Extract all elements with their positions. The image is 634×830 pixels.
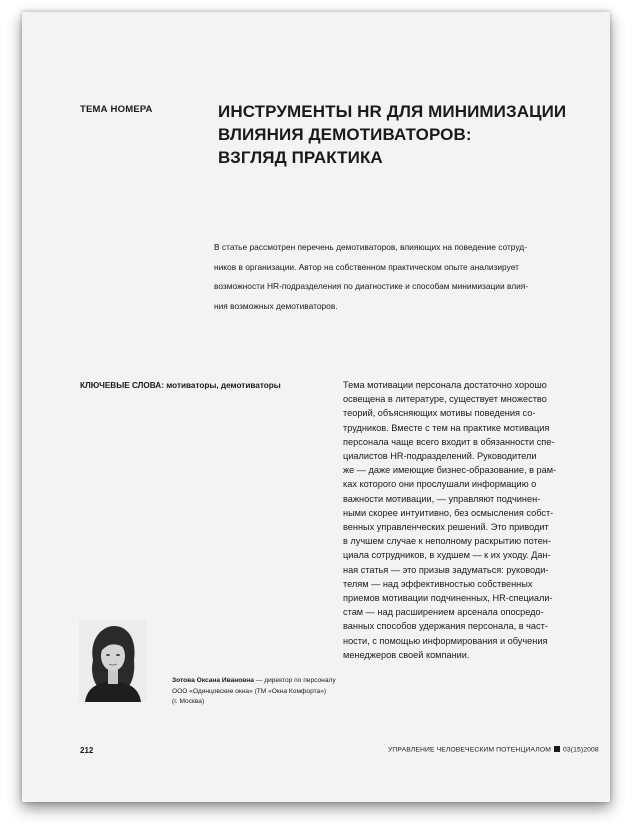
section-label: ТЕМА НОМЕРА	[80, 104, 153, 115]
keywords	[80, 381, 281, 390]
title-line: ВЛИЯНИЯ ДЕМОТИВАТОРОВ:	[218, 125, 472, 144]
abstract-line: возможности HR-подразделения по диагностике и способам минимизации влия-	[214, 281, 529, 291]
body-line: венных управленческих решений. Это приводит	[343, 522, 549, 533]
body-line: ная статья — это призыв задуматься: руководи-	[343, 564, 549, 575]
title-line: ВЗГЛЯД ПРАКТИКА	[218, 148, 383, 167]
journal-name: УПРАВЛЕНИЕ ЧЕЛОВЕЧЕСКИМ ПОТЕНЦИАЛОМ	[388, 746, 551, 754]
body-line: же — даже имеющие бизнес-образование, в рам-	[343, 465, 557, 476]
keywords-value: мотиваторы, демотиваторы	[166, 381, 281, 390]
author-photo	[79, 620, 147, 702]
body-line: освещена в литературе, существует множество	[343, 394, 547, 405]
author-name: Зотова Оксана Ивановна	[172, 677, 254, 684]
keywords-label: КЛЮЧЕВЫЕ СЛОВА:	[80, 381, 164, 390]
body-line: приемов мотивации подчиненных, HR-специали-	[343, 593, 553, 604]
body-line: ности, с помощью информирования и обучения	[343, 635, 548, 646]
body-line: в лучшем случае к неполному раскрытию потен-	[343, 536, 551, 547]
body-line: циалистов HR-подразделений. Руководители	[343, 451, 537, 462]
body-line: телям — над эффективностью собственных	[343, 578, 533, 589]
abstract-line: ния возможных демотиваторов.	[214, 300, 338, 311]
author-portrait	[79, 620, 147, 702]
body-line: персонала чаще всего входит в обязанности спе-	[343, 436, 555, 447]
article-title	[218, 100, 588, 169]
journal-footer	[388, 746, 599, 754]
author-company: ООО «Одинцовские окна» (ТМ «Окна Комфорта»)	[172, 687, 327, 695]
body-line: ванных способов удержания персонала, в част-	[343, 621, 548, 632]
abstract-line: ников в организации. Автор на собственном практическом опыте анализирует	[214, 261, 519, 272]
body-line: важности мотивации, — управляют подчинен-	[343, 493, 541, 504]
article-body	[343, 378, 583, 662]
body-line: стам — над расширением арсенала опосредо-	[343, 607, 544, 618]
body-line: трудников. Вместе с тем на практике мотивация	[343, 422, 550, 433]
author-position: — директор по персоналу	[253, 677, 336, 684]
abstract-line: В статье рассмотрен перечень демотиваторов, влияющих на поведение сотруд-	[214, 242, 527, 252]
square-bullet-icon	[554, 746, 560, 752]
author-city: (г. Москва)	[172, 698, 205, 705]
article-abstract	[214, 238, 590, 316]
journal-issue: 03(15)2008	[563, 746, 599, 754]
body-line: циала сотрудников, в худшем — к их уходу. Дан-	[343, 550, 551, 561]
body-line: менеджеров своей компании.	[343, 649, 470, 660]
page-number: 212	[80, 746, 94, 755]
body-line: теорий, объясняющих мотивы поведения со-	[343, 408, 536, 419]
body-line: ными скорее интуитивно, без осмысления собст-	[343, 507, 554, 518]
magazine-page	[22, 12, 610, 802]
body-line: ках которого они прослушали информацию о	[343, 479, 537, 490]
author-caption	[172, 676, 336, 708]
body-line: Тема мотивации персонала достаточно хорошо	[343, 380, 547, 390]
title-line: ИНСТРУМЕНТЫ HR ДЛЯ МИНИМИЗАЦИИ	[218, 102, 567, 121]
